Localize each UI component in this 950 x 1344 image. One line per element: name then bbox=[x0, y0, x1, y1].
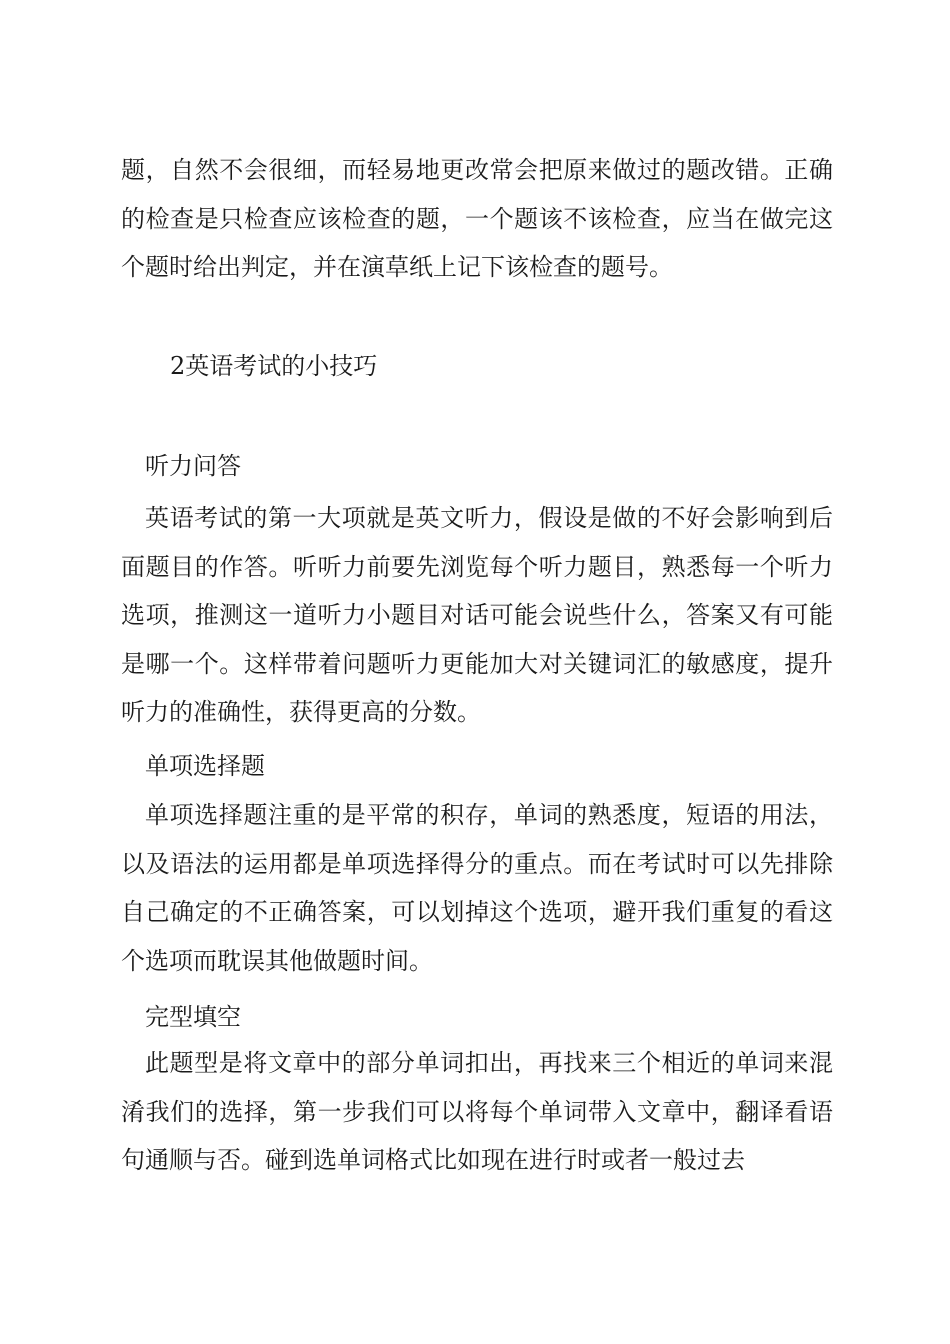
paragraph-cloze: 此题型是将文章中的部分单词扣出，再找来三个相近的单词来混淆我们的选择，第一步我们可以将每个单词带入文章中，翻译看语句通顺与否。碰到选单词格式比如现在进行时或者一般过去 bbox=[121, 1049, 833, 1174]
subheading-single-choice: 单项选择题 bbox=[145, 752, 265, 780]
subheading-cloze: 完型填空 bbox=[145, 1003, 241, 1031]
paragraph-listening: 英语考试的第一大项就是英文听力，假设是做的不好会影响到后面题目的作答。听听力前要先浏览每个听力题目，熟悉每一个听力选项，推测这一道听力小题目对话可能会说些什么，答案又有可能是哪一个。这样带着问题听力更能加大对关键词汇的敏感度，提升听力的准确性，获得更高的分数。 bbox=[121, 504, 833, 726]
subheading-listening: 听力问答 bbox=[145, 452, 241, 480]
section-title: 2英语考试的小技巧 bbox=[170, 352, 378, 380]
paragraph-single-choice: 单项选择题注重的是平常的积存，单词的熟悉度，短语的用法，以及语法的运用都是单项选择得分的重点。而在考试时可以先排除自己确定的不正确答案，可以划掉这个选项，避开我们重复的看这个选项而耽误其他做题时间。 bbox=[121, 801, 833, 975]
paragraph-checking-continued: 题，自然不会很细，而轻易地更改常会把原来做过的题改错。正确的检查是只检查应该检查的题，一个题该不该检查，应当在做完这个题时给出判定，并在演草纸上记下该检查的题号。 bbox=[121, 156, 833, 281]
